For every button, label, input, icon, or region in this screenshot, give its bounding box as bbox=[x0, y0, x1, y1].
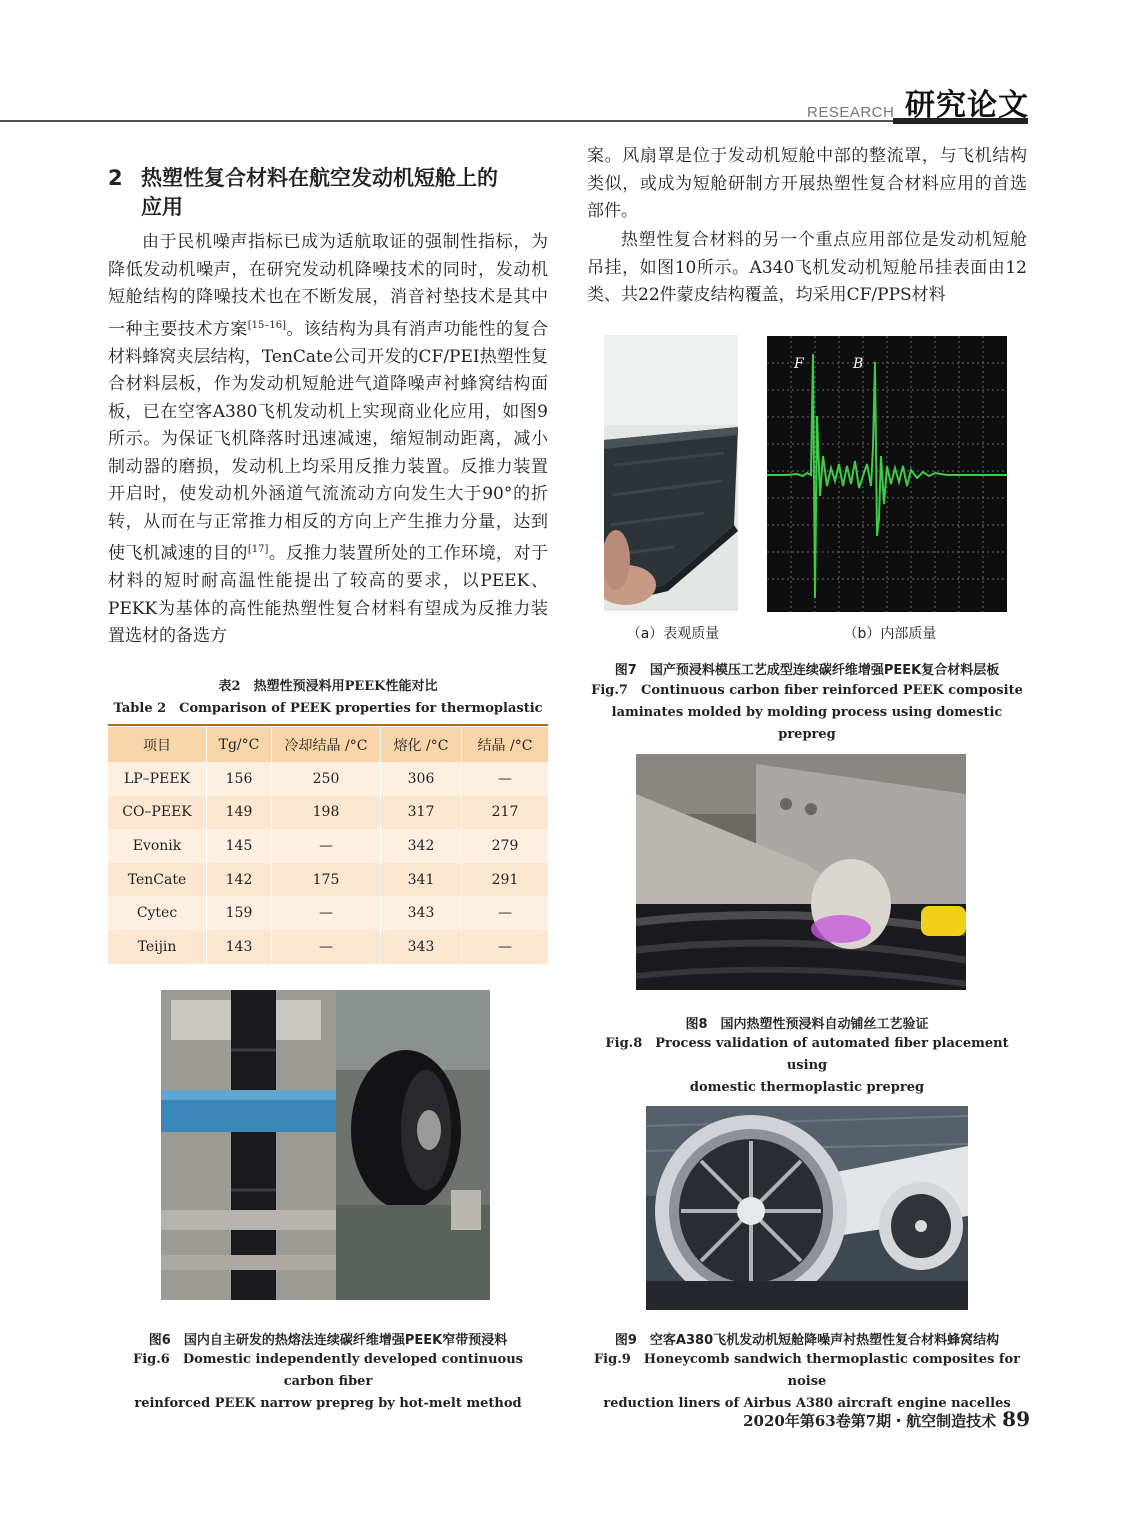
caption-line: Fig.7 Continuous carbon fiber reinforced PEEK composite bbox=[591, 683, 1023, 698]
peek-properties-table bbox=[108, 727, 548, 964]
caption-line: domestic thermoplastic prepreg bbox=[689, 1080, 925, 1095]
table-row bbox=[108, 829, 548, 863]
fig9-caption-zh: 图9 空客A380飞机发动机短舱降噪声衬热塑性复合材料蜂窝结构 bbox=[614, 1333, 1000, 1348]
table-caption-zh: 表2 热塑性预浸料用PEEK性能对比 bbox=[218, 679, 438, 694]
header-research-label: RESEARCH bbox=[807, 104, 895, 121]
table-cell: Cytec bbox=[108, 896, 207, 930]
table-caption-en: Table 2 Comparison of PEEK properties for thermoplastic bbox=[113, 701, 543, 716]
table-cell: 198 bbox=[272, 796, 381, 830]
fig9-caption-en bbox=[587, 1349, 1027, 1415]
column-header: 冷却结晶 /°C bbox=[272, 727, 381, 762]
table-cell: 343 bbox=[381, 896, 462, 930]
fig7b-ultrasonic-scan bbox=[767, 336, 1007, 612]
scan-label-f: F bbox=[794, 356, 804, 372]
scan-label-b: B bbox=[853, 356, 864, 372]
table-cell: — bbox=[272, 829, 381, 863]
column-header: 熔化 /°C bbox=[381, 727, 462, 762]
table-cell: LP–PEEK bbox=[108, 762, 207, 796]
table-cell: Teijin bbox=[108, 930, 207, 964]
fig7b-subcaption: （b）内部质量 bbox=[843, 626, 937, 642]
table-cell: 217 bbox=[462, 796, 549, 830]
fig7a-subcaption: （a）表观质量 bbox=[626, 626, 720, 642]
table-top-rule bbox=[108, 724, 548, 726]
fig7-caption-en bbox=[587, 680, 1027, 746]
section-number: 2 bbox=[108, 166, 123, 190]
table-cell: 156 bbox=[207, 762, 272, 796]
table-row bbox=[108, 796, 548, 830]
table-cell: — bbox=[462, 930, 549, 964]
column-header: Tg/°C bbox=[207, 727, 272, 762]
fig6-caption-en bbox=[108, 1349, 548, 1415]
table-cell: — bbox=[462, 762, 549, 796]
table-cell: Evonik bbox=[108, 829, 207, 863]
table-cell: 317 bbox=[381, 796, 462, 830]
fig7a-laminate-photo bbox=[604, 335, 738, 611]
paragraph-text: 。反推力装置所处的工作环境，对于材料的短时耐高温性能提出了较高的要求，以PEEK、PEKK为基体的高性能热塑性复合材料有望成为反推力装置选材的备选方 bbox=[108, 543, 549, 647]
column-header: 结晶 /°C bbox=[462, 727, 549, 762]
table-cell: 342 bbox=[381, 829, 462, 863]
paragraph-text: 。该结构为具有消声功能性的复合材料蜂窝夹层结构，TenCate公司开发的CF/PEI热塑性复合材料层板，作为发动机短舱进气道降噪声衬蜂窝结构面板，已在空客A380飞机发动机上实现商业化应用，如图9所示。为保证飞机降落时迅速减速，缩短制动距离，减小制动器的磨损，发动机上均采用反推力装置。反推力装置开启时，使发动机外涵道气流流动方向发生大于90°的折转，从而在与正常推力相反的方向上产生推力分量，达到使飞机减速的目的 bbox=[108, 319, 549, 564]
table-cell: — bbox=[462, 896, 549, 930]
body-paragraph-right-1: 案。风扇罩是位于发动机短舱中部的整流罩，与飞机结构类似，或成为短舱研制方开展热塑性复合材料应用的首选部件。 bbox=[587, 146, 1027, 221]
table-cell: 343 bbox=[381, 930, 462, 964]
fig9-a380-engine-photo bbox=[646, 1106, 968, 1310]
header-column-title: 研究论文 bbox=[905, 88, 1029, 123]
body-paragraph-left bbox=[108, 229, 548, 651]
section-heading bbox=[108, 164, 548, 222]
table-cell: 142 bbox=[207, 863, 272, 897]
fig6-prepreg-photo bbox=[161, 990, 490, 1300]
section-title-line1: 热塑性复合材料在航空发动机短舱上的 bbox=[141, 166, 498, 190]
citation-ref: [17] bbox=[247, 544, 269, 556]
caption-line: reinforced PEEK narrow prepreg by hot-melt method bbox=[134, 1396, 522, 1411]
table-cell: 279 bbox=[462, 829, 549, 863]
fig6-caption-zh: 图6 国内自主研发的热熔法连续碳纤维增强PEEK窄带预浸料 bbox=[148, 1333, 508, 1348]
table-cell: 145 bbox=[207, 829, 272, 863]
journal-info: 2020年第63卷第7期・航空制造技术 bbox=[743, 1412, 997, 1430]
table-cell: 149 bbox=[207, 796, 272, 830]
fig7-caption-zh: 图7 国产预浸料模压工艺成型连续碳纤维增强PEEK复合材料层板 bbox=[614, 663, 1000, 678]
caption-line: reduction liners of Airbus A380 aircraft engine nacelles bbox=[603, 1396, 1011, 1411]
caption-line: Fig.8 Process validation of automated fiber placement using bbox=[605, 1036, 1009, 1073]
table-cell: TenCate bbox=[108, 863, 207, 897]
page-number: 89 bbox=[1002, 1407, 1030, 1431]
table-cell: 341 bbox=[381, 863, 462, 897]
section-title-line2: 应用 bbox=[141, 195, 183, 219]
table-row bbox=[108, 896, 548, 930]
table-cell: CO–PEEK bbox=[108, 796, 207, 830]
table-cell: 291 bbox=[462, 863, 549, 897]
citation-ref: [15–16] bbox=[247, 319, 286, 331]
table-cell: 175 bbox=[272, 863, 381, 897]
table-row bbox=[108, 762, 548, 796]
table-row bbox=[108, 930, 548, 964]
page-footer bbox=[700, 1407, 1030, 1431]
table-header-row bbox=[108, 727, 548, 762]
table-cell: 250 bbox=[272, 762, 381, 796]
table-cell: 306 bbox=[381, 762, 462, 796]
caption-line: Fig.9 Honeycomb sandwich thermoplastic composites for noise bbox=[593, 1352, 1021, 1389]
table-row bbox=[108, 863, 548, 897]
body-paragraph-right-2: 热塑性复合材料的另一个重点应用部位是发动机短舱吊挂，如图10所示。A340飞机发动机短舱吊挂表面由12类、共22件蒙皮结构覆盖，均采用CF/PPS材料 bbox=[587, 230, 1027, 305]
table-cell: 159 bbox=[207, 896, 272, 930]
fig8-caption-zh: 图8 国内热塑性预浸料自动铺丝工艺验证 bbox=[685, 1017, 929, 1032]
fig8-fiber-placement-photo bbox=[636, 754, 966, 990]
table-cell: 143 bbox=[207, 930, 272, 964]
caption-line: Fig.6 Domestic independently developed continuous carbon fiber bbox=[133, 1352, 523, 1389]
fig8-caption-en bbox=[587, 1033, 1027, 1099]
caption-line: laminates molded by molding process using domestic prepreg bbox=[611, 705, 1003, 742]
paragraph-text: 由于民机噪声指标已成为适航取证的强制性指标，为降低发动机噪声，在研究发动机降噪技术的同时，发动机短舱结构的降噪技术也在不断发展，消音衬垫技术是其中一种主要技术方案 bbox=[108, 232, 548, 340]
table-cell: — bbox=[272, 930, 381, 964]
column-header: 项目 bbox=[108, 727, 207, 762]
table-cell: — bbox=[272, 896, 381, 930]
